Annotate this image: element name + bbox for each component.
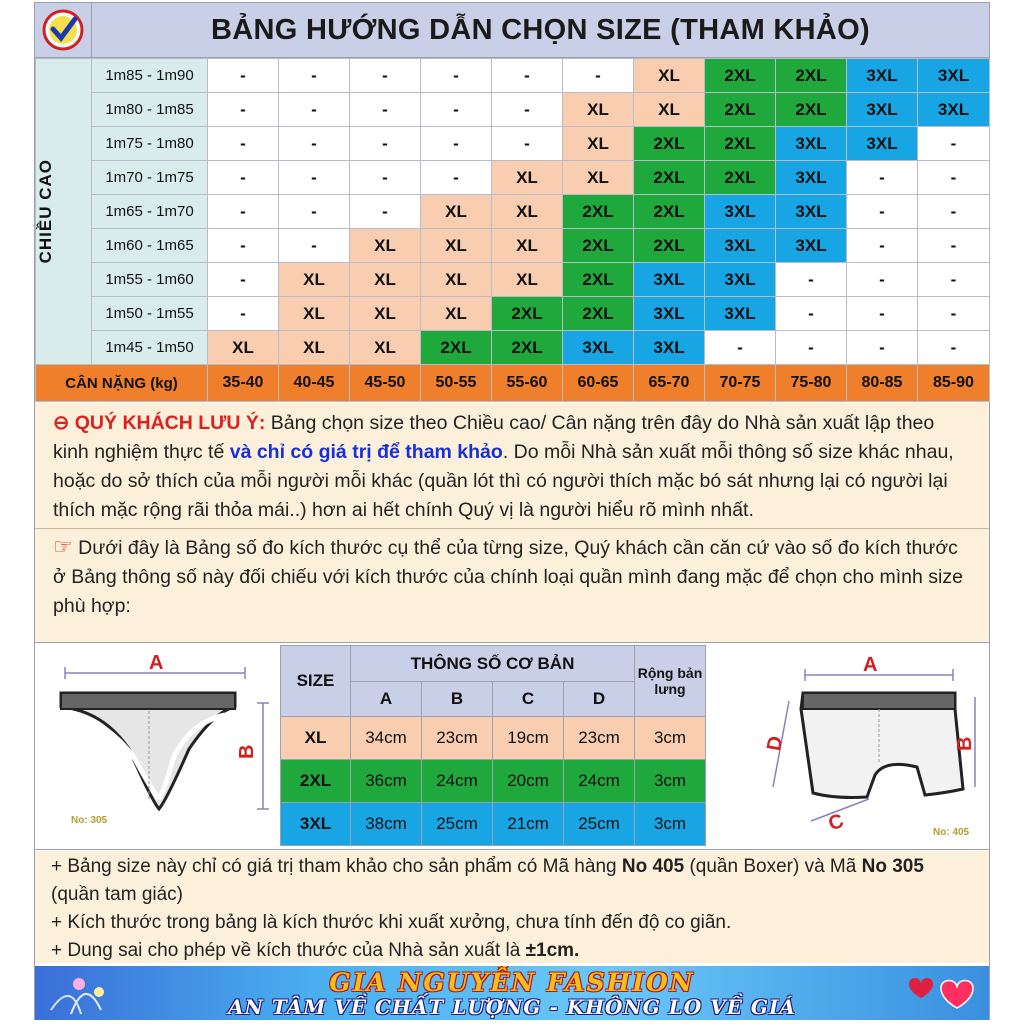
pointing-hand-icon: ☞ [53,534,73,559]
size-cell: 2XL [705,59,776,93]
size-cell: - [208,127,279,161]
size-cell: - [776,331,847,365]
value-d: 24cm [564,760,635,803]
size-cell: 3XL [776,161,847,195]
warning-label: QUÝ KHÁCH LƯU Ý: [74,412,266,434]
size-cell: XL [279,297,350,331]
size-grid-row [36,59,990,93]
value-waist: 3cm [635,717,706,760]
size-grid-row [36,161,990,195]
warning-text-1: Bảng chọn size theo Chiều cao/ Cân nặng trên đây do Nhà sản xuất lập theo kinh nghiệm thực tế [53,412,935,463]
instruction-note [53,532,973,621]
size-cell: 3XL [563,331,634,365]
size-cell: - [492,93,563,127]
size-cell: 3XL [634,331,705,365]
value-c: 19cm [493,717,564,760]
size-cell: 3XL [776,127,847,161]
bottom-note-2: + Kích thước trong bảng là kích thước khi xuất xưởng, chưa tính đến độ co giãn. [51,912,732,933]
size-header: SIZE [281,646,351,717]
size-cell: 3XL [634,263,705,297]
note-text: + Bảng size này chỉ có giá trị tham khảo cho sản phẩm có Mã hàng [51,856,622,877]
size-cell: - [492,59,563,93]
note-text: (quần tam giác) [51,884,184,905]
size-cell: - [350,127,421,161]
size-cell: XL [563,93,634,127]
size-cell: 2XL [421,331,492,365]
weight-range-label: 75-80 [776,365,847,402]
size-cell: - [208,59,279,93]
warning-highlight: và chỉ có giá trị để tham khảo [229,441,503,463]
size-cell: XL [279,331,350,365]
size-cell: - [279,161,350,195]
size-cell: 2XL [634,195,705,229]
size-cell: - [208,229,279,263]
size-grid-row [36,331,990,365]
col-b-header: B [422,682,493,717]
size-cell: - [776,263,847,297]
height-range-label: 1m75 - 1m80 [92,127,208,161]
value-a: 34cm [351,717,422,760]
size-cell: - [421,93,492,127]
height-range-label: 1m60 - 1m65 [92,229,208,263]
size-cell: - [847,195,918,229]
size-cell: - [918,127,990,161]
size-cell: - [208,93,279,127]
size-cell: - [918,331,990,365]
size-cell: XL [563,127,634,161]
size-cell: XL [563,161,634,195]
warning-icon: ⊖ [53,412,70,434]
value-b: 24cm [422,760,493,803]
product-code-305: No 305 [861,856,924,877]
size-cell: 3XL [281,803,351,846]
col-c-header: C [493,682,564,717]
notes-section [35,403,989,643]
size-cell: XL [421,263,492,297]
size-cell: - [918,263,990,297]
boxer-label-c: C [825,809,847,836]
instruction-text: Dưới đây là Bảng số đo kích thước cụ thể của từng size, Quý khách cần căn cứ vào số đo kích thước ở Bảng thông số này đối chiếu với kích thước của chính loại quần mình đang mặc để chọn cho mình size phù hợp: [53,537,963,617]
size-cell: - [563,59,634,93]
weight-range-label: 80-85 [847,365,918,402]
size-cell: - [918,195,990,229]
value-a: 38cm [351,803,422,846]
size-cell: 3XL [705,263,776,297]
size-cell: 2XL [634,229,705,263]
weight-range-label: 65-70 [634,365,705,402]
size-cell: 2XL [776,59,847,93]
size-cell: 3XL [634,297,705,331]
size-cell: XL [421,297,492,331]
bottom-note-3 [51,937,975,965]
size-cell: - [279,195,350,229]
weight-range-label: 85-90 [918,365,990,402]
height-range-label: 1m80 - 1m85 [92,93,208,127]
size-grid [35,58,990,402]
warning-note [53,409,973,525]
value-waist: 3cm [635,803,706,846]
size-cell: 2XL [776,93,847,127]
value-b: 23cm [422,717,493,760]
size-cell: 3XL [847,93,918,127]
value-c: 20cm [493,760,564,803]
size-cell: XL [350,263,421,297]
size-cell: - [847,161,918,195]
value-c: 21cm [493,803,564,846]
size-guide-page [34,2,990,1020]
col-d-header: D [564,682,635,717]
measurement-section [35,645,989,850]
col-a-header: A [351,682,422,717]
size-grid-row [36,127,990,161]
size-grid-row [36,195,990,229]
size-cell: XL [634,93,705,127]
value-d: 23cm [564,717,635,760]
size-cell: XL [279,263,350,297]
size-cell: 2XL [492,331,563,365]
size-cell: 2XL [563,297,634,331]
size-cell: - [208,161,279,195]
size-cell: 3XL [776,229,847,263]
value-b: 25cm [422,803,493,846]
product-code-405: No 405 [621,856,685,877]
tolerance-value: ±1cm. [525,940,580,961]
size-cell: XL [208,331,279,365]
measurement-row-3xl [281,803,706,846]
size-cell: 2XL [281,760,351,803]
value-waist: 3cm [635,760,706,803]
weight-range-label: 45-50 [350,365,421,402]
size-cell: - [421,59,492,93]
weight-range-label: 60-65 [563,365,634,402]
size-cell: 3XL [776,195,847,229]
size-cell: 2XL [492,297,563,331]
size-cell: - [918,297,990,331]
value-d: 25cm [564,803,635,846]
size-cell: - [279,229,350,263]
boxer-label-d: D [763,734,788,753]
size-cell: XL [634,59,705,93]
size-cell: XL [421,195,492,229]
brief-code: No: 305 [71,815,108,826]
brand-name: GIA NGUYỄN FASHION [329,968,695,997]
height-range-label: 1m70 - 1m75 [92,161,208,195]
checkmark-logo-icon [41,8,85,52]
size-cell: - [350,161,421,195]
size-cell: - [279,127,350,161]
size-cell: 3XL [705,195,776,229]
height-axis-cell [36,59,92,365]
size-cell: - [350,195,421,229]
measurement-row-2xl [281,760,706,803]
size-cell: XL [492,195,563,229]
boxer-code: No: 405 [933,827,970,838]
measurement-table [280,645,706,846]
size-cell: - [847,229,918,263]
bottom-note-1 [51,853,975,909]
note-text: + Dung sai cho phép về kích thước của Nhà sản xuất là [51,940,526,961]
height-range-label: 1m65 - 1m70 [92,195,208,229]
size-cell: 2XL [563,229,634,263]
size-cell: XL [281,717,351,760]
size-cell: 2XL [705,161,776,195]
size-cell: - [208,195,279,229]
size-cell: - [421,161,492,195]
size-cell: 2XL [563,263,634,297]
size-cell: 3XL [918,93,990,127]
size-cell: - [279,59,350,93]
size-cell: 2XL [563,195,634,229]
weight-range-label: 40-45 [279,365,350,402]
boxer-label-b: B [954,736,976,751]
title-row [35,3,989,58]
weight-axis-label: CÂN NẶNG (kg) [36,365,208,402]
size-cell: 3XL [918,59,990,93]
size-cell: - [350,59,421,93]
size-cell: 2XL [634,161,705,195]
size-cell: 3XL [847,59,918,93]
size-cell: - [847,297,918,331]
size-cell: - [918,161,990,195]
weight-row [36,365,990,402]
size-cell: XL [350,297,421,331]
size-cell: 2XL [705,93,776,127]
height-axis-label: CHIỀU CAO [36,159,55,264]
size-grid-row [36,263,990,297]
size-cell: 2XL [634,127,705,161]
size-cell: - [705,331,776,365]
weight-range-label: 55-60 [492,365,563,402]
brand-banner [35,966,989,1020]
weight-range-label: 50-55 [421,365,492,402]
size-grid-row [36,229,990,263]
boxer-label-a: A [863,654,878,676]
height-range-label: 1m50 - 1m55 [92,297,208,331]
weight-range-label: 35-40 [208,365,279,402]
note-text: (quần Boxer) và Mã [684,856,862,877]
size-cell: - [208,263,279,297]
waist-header: Rộng bản lưng [635,646,706,717]
height-range-label: 1m85 - 1m90 [92,59,208,93]
brief-label-a: A [149,652,164,674]
size-cell: XL [492,161,563,195]
boxer-diagram [705,649,985,845]
size-cell: - [492,127,563,161]
size-cell: - [350,93,421,127]
basic-header: THÔNG SỐ CƠ BẢN [351,646,635,682]
size-cell: - [421,127,492,161]
size-cell: 3XL [847,127,918,161]
bottom-notes [35,851,989,963]
value-a: 36cm [351,760,422,803]
weight-range-label: 70-75 [705,365,776,402]
size-cell: XL [350,331,421,365]
size-cell: XL [492,263,563,297]
size-cell: - [279,93,350,127]
size-cell: 3XL [705,229,776,263]
size-cell: - [776,297,847,331]
measurement-row-xl [281,717,706,760]
size-cell: XL [350,229,421,263]
warning-text-2: . Do mỗi Nhà sản xuất mỗi thông số size khác nhau, hoặc do sở thích của mỗi người mỗi khác (quần lót thì có người thích mặc bó sát nhưng lại có người lại thích mặc rộng rãi thỏa mái..) hơn ai hết chính Quý vị là người hiểu rõ mình nhất. [53,441,954,521]
size-cell: 3XL [705,297,776,331]
size-cell: 2XL [705,127,776,161]
size-grid-row [36,93,990,127]
page-title: BẢNG HƯỚNG DẪN CHỌN SIZE (THAM KHẢO) [92,3,989,57]
size-cell: - [208,297,279,331]
size-grid-row [36,297,990,331]
size-cell: - [847,263,918,297]
height-range-label: 1m45 - 1m50 [92,331,208,365]
brief-label-b: B [236,744,258,759]
size-cell: - [918,229,990,263]
size-cell: XL [421,229,492,263]
brand-slogan: AN TÂM VỀ CHẤT LƯỢNG - KHÔNG LO VỀ GIÁ [228,995,796,1019]
size-cell: - [847,331,918,365]
size-cell: XL [492,229,563,263]
height-range-label: 1m55 - 1m60 [92,263,208,297]
brief-diagram [39,649,279,845]
logo [35,3,92,57]
